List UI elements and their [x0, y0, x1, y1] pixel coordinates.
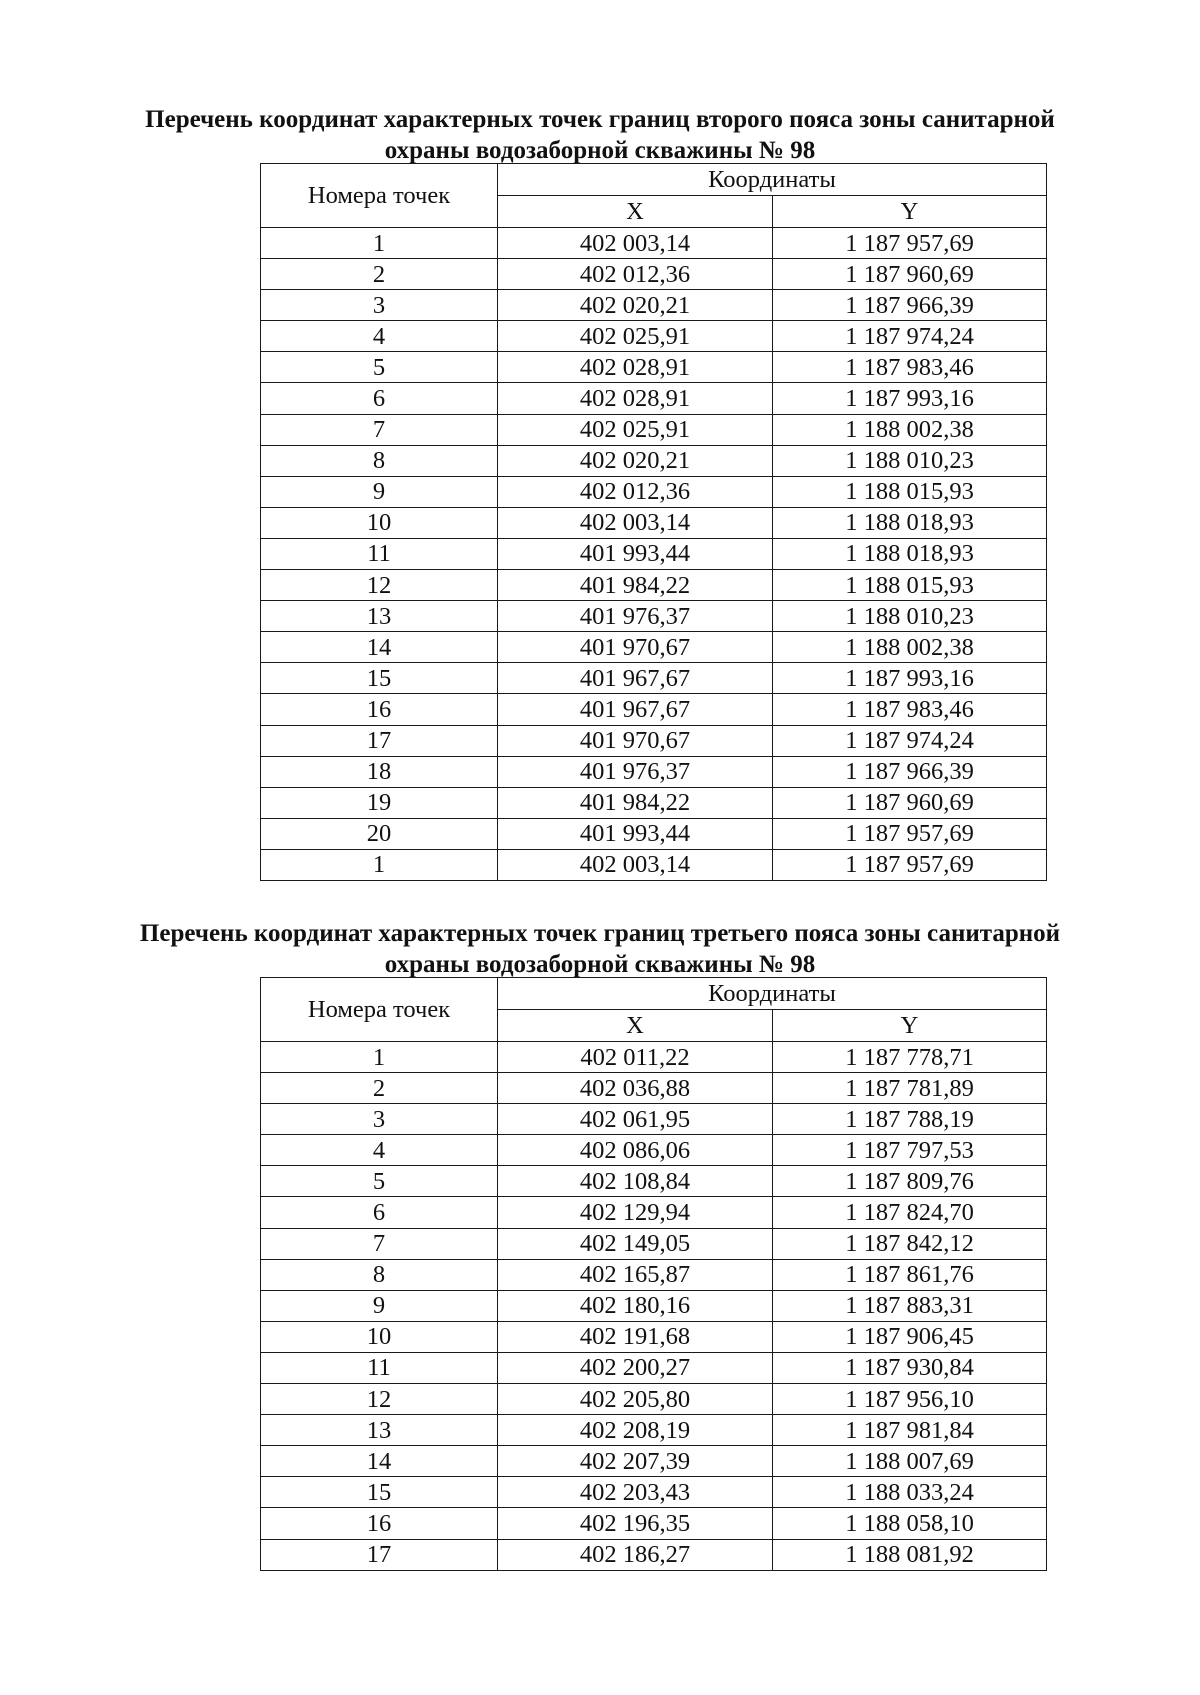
title-line: Перечень координат характерных точек границ второго пояса зоны санитарной [145, 106, 1055, 133]
y-coordinate-cell: 1 187 956,10 [773, 1384, 1047, 1415]
table-row [261, 1228, 1047, 1259]
y-coordinate-cell: 1 187 957,69 [773, 849, 1047, 880]
y-coordinate-cell: 1 187 960,69 [773, 787, 1047, 818]
x-coordinate-cell: 401 970,67 [498, 725, 773, 756]
y-coordinate-cell: 1 187 930,84 [773, 1352, 1047, 1383]
point-number-cell: 8 [261, 1259, 498, 1290]
third-belt-coordinates-table [260, 977, 1047, 1571]
title-line: охраны водозаборной скважины № 98 [384, 137, 816, 164]
table-row [261, 1259, 1047, 1290]
y-coordinate-cell: 1 187 781,89 [773, 1073, 1047, 1104]
table-row [261, 756, 1047, 787]
table-row [261, 1384, 1047, 1415]
x-coordinate-cell: 402 012,36 [498, 259, 773, 290]
x-coordinate-cell: 401 984,22 [498, 570, 773, 601]
table-row [261, 507, 1047, 538]
y-coordinate-cell: 1 187 974,24 [773, 321, 1047, 352]
point-number-cell: 12 [261, 1384, 498, 1415]
table-row [261, 849, 1047, 880]
x-coordinate-cell: 402 186,27 [498, 1539, 773, 1570]
y-coordinate-cell: 1 188 018,93 [773, 507, 1047, 538]
table-row [261, 259, 1047, 290]
point-number-cell: 15 [261, 663, 498, 694]
table-row [261, 632, 1047, 663]
third-belt-title [0, 918, 1200, 980]
x-coordinate-cell: 402 203,43 [498, 1477, 773, 1508]
table-row [261, 1352, 1047, 1383]
x-coordinate-cell: 402 149,05 [498, 1228, 773, 1259]
table-row [261, 352, 1047, 383]
y-coordinate-cell: 1 188 015,93 [773, 570, 1047, 601]
table-row [261, 538, 1047, 569]
table-row [261, 1290, 1047, 1321]
x-coordinate-cell: 402 191,68 [498, 1321, 773, 1352]
y-coordinate-cell: 1 187 797,53 [773, 1135, 1047, 1166]
y-coordinate-cell: 1 187 906,45 [773, 1321, 1047, 1352]
x-coordinate-cell: 402 108,84 [498, 1166, 773, 1197]
table-row [261, 1446, 1047, 1477]
point-number-cell: 8 [261, 445, 498, 476]
point-number-cell: 15 [261, 1477, 498, 1508]
point-number-cell: 9 [261, 476, 498, 507]
points-column-header: Номера точек [261, 978, 498, 1042]
y-coordinate-cell: 1 187 966,39 [773, 290, 1047, 321]
point-number-cell: 4 [261, 321, 498, 352]
second-belt-table-body [261, 228, 1047, 881]
point-number-cell: 1 [261, 1042, 498, 1073]
y-coordinate-cell: 1 188 033,24 [773, 1477, 1047, 1508]
y-coordinate-cell: 1 187 842,12 [773, 1228, 1047, 1259]
point-number-cell: 14 [261, 632, 498, 663]
x-coordinate-cell: 401 967,67 [498, 694, 773, 725]
point-number-cell: 7 [261, 414, 498, 445]
table-row [261, 601, 1047, 632]
table-row [261, 1073, 1047, 1104]
x-coordinate-cell: 401 993,44 [498, 538, 773, 569]
x-coordinate-cell: 402 012,36 [498, 476, 773, 507]
y-column-header: Y [773, 1010, 1047, 1042]
points-column-header: Номера точек [261, 164, 498, 228]
third-belt-table-body [261, 1042, 1047, 1571]
x-column-header: X [498, 1010, 773, 1042]
x-coordinate-cell: 402 028,91 [498, 352, 773, 383]
second-belt-title [0, 104, 1200, 166]
x-coordinate-cell: 401 976,37 [498, 756, 773, 787]
x-coordinate-cell: 401 967,67 [498, 663, 773, 694]
y-coordinate-cell: 1 187 809,76 [773, 1166, 1047, 1197]
point-number-cell: 6 [261, 383, 498, 414]
y-coordinate-cell: 1 187 983,46 [773, 352, 1047, 383]
point-number-cell: 16 [261, 694, 498, 725]
y-coordinate-cell: 1 187 957,69 [773, 228, 1047, 259]
x-coordinate-cell: 402 061,95 [498, 1104, 773, 1135]
y-coordinate-cell: 1 187 983,46 [773, 694, 1047, 725]
third-belt-section [0, 918, 1200, 1571]
point-number-cell: 5 [261, 352, 498, 383]
table-row [261, 1539, 1047, 1570]
point-number-cell: 17 [261, 725, 498, 756]
second-belt-section [0, 104, 1200, 881]
point-number-cell: 10 [261, 1321, 498, 1352]
point-number-cell: 14 [261, 1446, 498, 1477]
table-row [261, 414, 1047, 445]
point-number-cell: 13 [261, 601, 498, 632]
table-row [261, 818, 1047, 849]
x-coordinate-cell: 402 025,91 [498, 321, 773, 352]
table-row [261, 1135, 1047, 1166]
title-line: Перечень координат характерных точек границ третьего пояса зоны санитарной [139, 920, 1061, 947]
point-number-cell: 11 [261, 1352, 498, 1383]
y-column-header: Y [773, 196, 1047, 228]
table-row [261, 1042, 1047, 1073]
x-coordinate-cell: 402 028,91 [498, 383, 773, 414]
table-row [261, 725, 1047, 756]
point-number-cell: 5 [261, 1166, 498, 1197]
point-number-cell: 19 [261, 787, 498, 818]
y-coordinate-cell: 1 187 981,84 [773, 1415, 1047, 1446]
point-number-cell: 12 [261, 570, 498, 601]
point-number-cell: 13 [261, 1415, 498, 1446]
point-number-cell: 6 [261, 1197, 498, 1228]
x-coordinate-cell: 402 180,16 [498, 1290, 773, 1321]
coordinates-column-header: Координаты [498, 164, 1047, 196]
point-number-cell: 17 [261, 1539, 498, 1570]
x-coordinate-cell: 402 208,19 [498, 1415, 773, 1446]
point-number-cell: 18 [261, 756, 498, 787]
y-coordinate-cell: 1 188 018,93 [773, 538, 1047, 569]
x-coordinate-cell: 402 003,14 [498, 849, 773, 880]
point-number-cell: 11 [261, 538, 498, 569]
x-coordinate-cell: 402 129,94 [498, 1197, 773, 1228]
point-number-cell: 3 [261, 1104, 498, 1135]
y-coordinate-cell: 1 187 993,16 [773, 383, 1047, 414]
table-row [261, 1415, 1047, 1446]
point-number-cell: 10 [261, 507, 498, 538]
point-number-cell: 2 [261, 1073, 498, 1104]
point-number-cell: 2 [261, 259, 498, 290]
point-number-cell: 3 [261, 290, 498, 321]
table-row [261, 476, 1047, 507]
y-coordinate-cell: 1 188 015,93 [773, 476, 1047, 507]
y-coordinate-cell: 1 187 966,39 [773, 756, 1047, 787]
coordinates-column-header: Координаты [498, 978, 1047, 1010]
second-belt-coordinates-table [260, 163, 1047, 881]
x-coordinate-cell: 402 025,91 [498, 414, 773, 445]
table-row [261, 1477, 1047, 1508]
table-row [261, 321, 1047, 352]
point-number-cell: 9 [261, 1290, 498, 1321]
x-coordinate-cell: 402 020,21 [498, 290, 773, 321]
x-coordinate-cell: 401 993,44 [498, 818, 773, 849]
x-coordinate-cell: 402 196,35 [498, 1508, 773, 1539]
x-coordinate-cell: 402 003,14 [498, 228, 773, 259]
x-coordinate-cell: 402 020,21 [498, 445, 773, 476]
x-coordinate-cell: 402 200,27 [498, 1352, 773, 1383]
y-coordinate-cell: 1 187 993,16 [773, 663, 1047, 694]
point-number-cell: 1 [261, 849, 498, 880]
x-coordinate-cell: 402 036,88 [498, 1073, 773, 1104]
table-row [261, 445, 1047, 476]
y-coordinate-cell: 1 187 824,70 [773, 1197, 1047, 1228]
table-row [261, 228, 1047, 259]
y-coordinate-cell: 1 188 058,10 [773, 1508, 1047, 1539]
y-coordinate-cell: 1 187 960,69 [773, 259, 1047, 290]
point-number-cell: 20 [261, 818, 498, 849]
point-number-cell: 4 [261, 1135, 498, 1166]
title-line: охраны водозаборной скважины № 98 [384, 951, 816, 978]
x-column-header: X [498, 196, 773, 228]
table-row [261, 1321, 1047, 1352]
table-row [261, 694, 1047, 725]
table-row [261, 787, 1047, 818]
table-row [261, 663, 1047, 694]
y-coordinate-cell: 1 188 010,23 [773, 445, 1047, 476]
y-coordinate-cell: 1 187 861,76 [773, 1259, 1047, 1290]
x-coordinate-cell: 402 003,14 [498, 507, 773, 538]
x-coordinate-cell: 402 207,39 [498, 1446, 773, 1477]
y-coordinate-cell: 1 188 002,38 [773, 414, 1047, 445]
table-row [261, 1508, 1047, 1539]
table-row [261, 290, 1047, 321]
x-coordinate-cell: 402 086,06 [498, 1135, 773, 1166]
x-coordinate-cell: 401 984,22 [498, 787, 773, 818]
y-coordinate-cell: 1 187 778,71 [773, 1042, 1047, 1073]
y-coordinate-cell: 1 187 883,31 [773, 1290, 1047, 1321]
table-row [261, 1166, 1047, 1197]
y-coordinate-cell: 1 188 010,23 [773, 601, 1047, 632]
y-coordinate-cell: 1 187 974,24 [773, 725, 1047, 756]
table-row [261, 1197, 1047, 1228]
table-row [261, 1104, 1047, 1135]
y-coordinate-cell: 1 188 081,92 [773, 1539, 1047, 1570]
x-coordinate-cell: 402 011,22 [498, 1042, 773, 1073]
y-coordinate-cell: 1 187 957,69 [773, 818, 1047, 849]
point-number-cell: 16 [261, 1508, 498, 1539]
table-row [261, 570, 1047, 601]
y-coordinate-cell: 1 187 788,19 [773, 1104, 1047, 1135]
x-coordinate-cell: 402 165,87 [498, 1259, 773, 1290]
y-coordinate-cell: 1 188 002,38 [773, 632, 1047, 663]
point-number-cell: 7 [261, 1228, 498, 1259]
x-coordinate-cell: 401 970,67 [498, 632, 773, 663]
table-row [261, 383, 1047, 414]
x-coordinate-cell: 401 976,37 [498, 601, 773, 632]
y-coordinate-cell: 1 188 007,69 [773, 1446, 1047, 1477]
x-coordinate-cell: 402 205,80 [498, 1384, 773, 1415]
point-number-cell: 1 [261, 228, 498, 259]
